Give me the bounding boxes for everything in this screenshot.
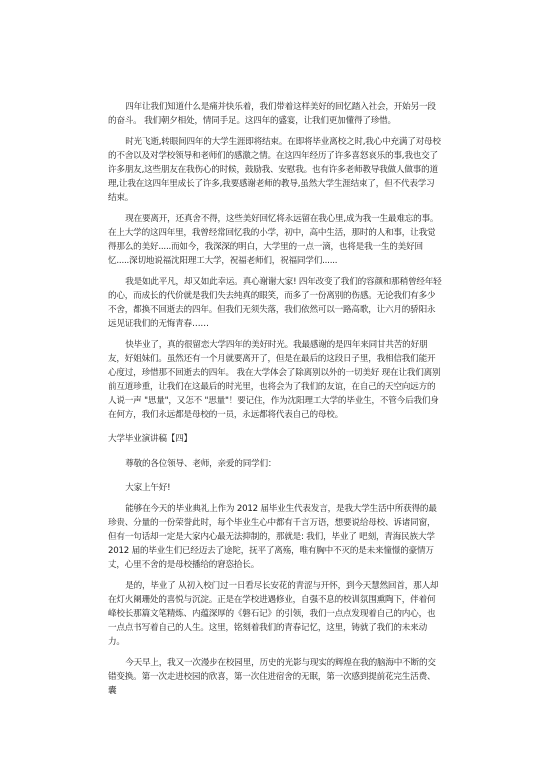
salutation: 尊敬的各位领导、老师，亲爱的同学们： <box>125 459 277 469</box>
paragraph: 是的，毕业了 从初入校门过一日看尽长安花的青涩与开怀，到今天慧然回首，那人却在灯火阑珊处的喜悦与沉淀。正是在学校进遇修业，自强不息的校训氛围熏陶下，伴着何峰校长那篇文笔精炼、内蕴深厚的《磐石记》的引领，我们一点点发现着自己的内心，也一点点书写着自己的人生。这里，铭刻着我们的青春记忆，这里，铸就了我们的未来动力。 <box>108 581 439 647</box>
document-body <box>108 100 442 698</box>
greeting: 大家上午好! <box>125 483 171 493</box>
paragraph: 现在要离开，还真舍不得，这些美好回忆将永远留在我心里,成为我一生最难忘的事。在上大学的这四年里，我曾经常回忆我的小学，初中，高中生活，那时的人和事，让我觉得那么的美好.....而如今，我深深的明白，大学里的一点一滴，也将是我一生的美好回忆.....深切地说福沈阳理工大学，祝福老师们，祝福同学们...... <box>108 214 439 266</box>
paragraph: 快毕业了，真的很留恋大学四年的美好时光。我最感谢的是四年来同甘共苦的好朋友，好姐妹们。虽然还有一个月就要离开了，但是在最后的这段日子里，我相信我们能开心度过，珍惜那不回逝去的四年。 我在大学体会了除离别以外的一切美好 现在让我们离别前互道珍重，让我们在这最后的时光里，也将会为了我们的友谊，在自己的天空向远方的人说一声 "思量"，又怎不 "思量"！要记住，作为沈阳理工大学的毕业生，不管今后我们身在何方，我们永远都是母校的一员，永远都将代表自己的母校。 <box>108 340 441 420</box>
paragraph: 四年让我们知道什么是痛并快乐着，我们带着这样美好的回忆踏入社会，开始另一段的奋斗。 我们朝夕相处，情同手足。这四年的盛宴，让我们更加懂得了珍惜。 <box>108 102 436 126</box>
paragraph: 我是如此平凡，却又如此幸运。真心谢谢大家! 四年改变了我们的容颜和那稍曾经年轻的心，而成长的代价就是我们失去纯真的眼笑，而多了一份离别的伤感。无论我们有多少不舍，都换不回逝去的四年。但我们无须失落，我们依然可以一路高歌，让六月的骄阳永远见证我们的无悔青春…… <box>108 277 442 329</box>
paragraph: 时光飞逝,转眼间四年的大学生涯即将结束。在即将毕业离校之时,我心中充满了对母校的不舍以及对学校领导和老师们的感激之情。在这四年经历了许多喜怒哀乐的事,我也交了许多朋友,这些朋友在我伤心的时候，鼓励我、安慰我。也有许多老师教导我做人做事的道理,让我在这四年里成长了许多,我要感谢老师的教导,虽然大学生涯结束了，但不代表学习结束。 <box>108 137 441 203</box>
paragraph: 能够在今天的毕业典礼上作为 2012 届毕业生代表发言，是我大学生活中所获得的最珍贵、分量的一份荣誉此时，每个毕业生心中都有千言万语，想要说给母校、诉诸同窗，但有一句话却一定是大家内心最无法抑制的，那就是: 我们，毕业了 吧刻，青海民族大学 2012 届的毕业生们已经迈去了途陀，抚平了离殇，唯有胸中不灭的是未来憧憬的豪情万丈，心里不舍的是母校播给的窘恣拾长。 <box>108 504 437 570</box>
section-heading: 大学毕业演讲稿【四】 <box>108 434 192 444</box>
paragraph: 今天早上，我又一次漫步在校园里，历史的光影与现实的辉煌在我的脑海中不断的交错变换。第一次走进校园的欣喜，第一次住进宿舍的无眠，第一次感到提前花完生活费、囊 <box>108 658 436 696</box>
